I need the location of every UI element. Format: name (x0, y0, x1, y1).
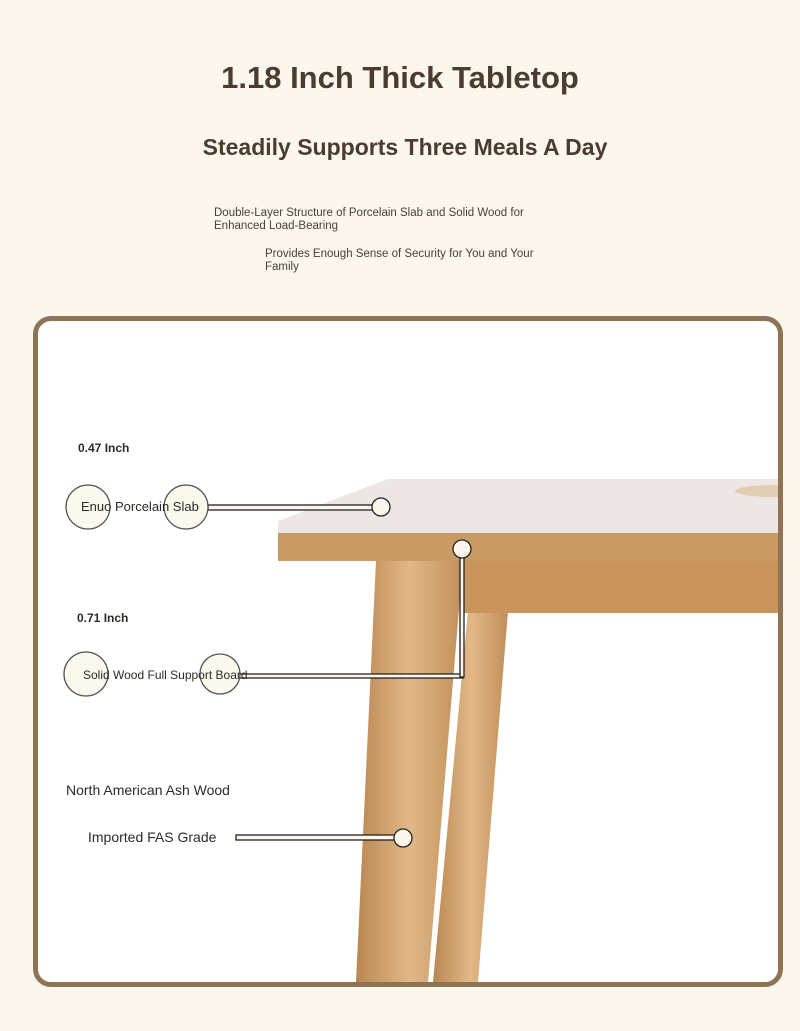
slab-label: Enuo Porcelain Slab (81, 499, 199, 514)
wood-marker-dot (394, 829, 412, 847)
wood-board (278, 533, 778, 561)
wood-label: North American Ash Wood (66, 782, 230, 798)
page-title: 1.18 Inch Thick Tabletop (221, 60, 579, 95)
slab-marker-dot (372, 498, 390, 516)
grade-label: Imported FAS Grade (88, 829, 217, 845)
slab-thickness: 0.47 Inch (78, 441, 130, 455)
description-structure: Double-Layer Structure of Porcelain Slab and Solid Wood for Enhanced Load-Bearing (214, 207, 524, 232)
board-marker-dot (453, 540, 471, 558)
board-thickness: 0.71 Inch (77, 611, 129, 625)
page-subtitle: Steadily Supports Three Meals A Day (202, 134, 608, 160)
table-apron (463, 561, 778, 613)
product-image-frame (33, 316, 783, 987)
description-security: Provides Enough Sense of Security for You and Your Family (265, 248, 534, 273)
board-label: Solid Wood Full Support Board (83, 668, 248, 682)
table-illustration (38, 321, 778, 982)
